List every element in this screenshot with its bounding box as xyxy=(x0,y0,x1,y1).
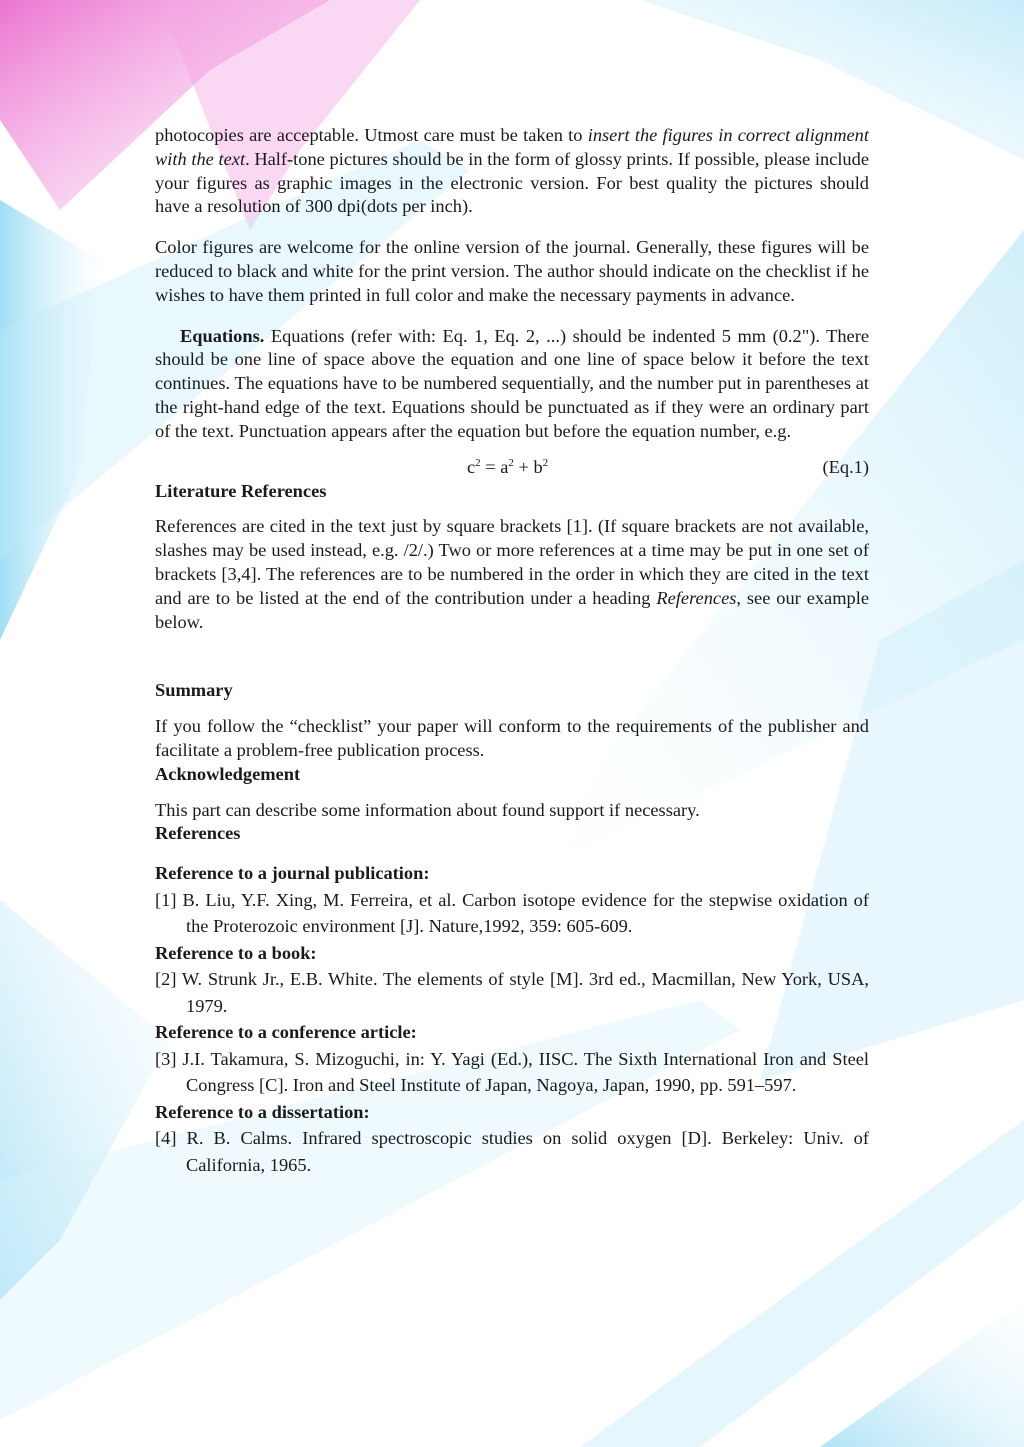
equation-number: (Eq.1) xyxy=(822,456,869,477)
acknowledgement-paragraph: This part can describe some information about found support if necessary. xyxy=(155,799,700,820)
equation: $c^2 = a^2 + b^2$ xyxy=(467,456,549,477)
literature-heading: Literature References xyxy=(155,480,327,501)
acknowledgement-heading: Acknowledgement xyxy=(155,763,301,784)
reference-item: [1] B. Liu, Y.F. Xing, M. Ferreira, et al. Carbon isotope evidence for the stepwise oxidation of the Proterozoic environment [J]. Nature,1992, 359: 605-609. xyxy=(155,889,869,937)
page-content xyxy=(155,124,869,1178)
equations-paragraph: Equations. Equations (refer with: Eq. 1, Eq. 2, ...) should be indented 5 mm (0.2"). There should be one line of space above the equation and one line of space below it before the text continues. The equations have to be numbered sequentially, and the number put in parentheses at the right-hand edge of the text. Equations should be punctuated as if they were an ordinary part of the text. Punctuation appears after the equation but before the equation number, e.g. xyxy=(155,325,869,441)
reference-type: Reference to a journal publication: xyxy=(155,863,430,884)
reference-item: [3] J.I. Takamura, S. Mizoguchi, in: Y. Yagi (Ed.), IISC. The Sixth International Iron and Steel Congress [C]. Iron and Steel Institute of Japan, Nagoya, Japan, 1990, pp. 591–597. xyxy=(155,1048,869,1096)
equations-label: Equations. xyxy=(180,325,265,346)
reference-type: Reference to a book: xyxy=(155,942,317,963)
literature-paragraph: References are cited in the text just by square brackets [1]. (If square brackets are not available, slashes may be used instead, e.g. /2/.) Two or more references at a time may be put in one set of brackets [3,4]. The references are to be numbered in the order in which they are cited in the text and are to be listed at the end of the contribution under a heading References, see our example below. xyxy=(155,516,869,632)
emphasis-text: insert the figures in correct alignment with the text xyxy=(155,125,869,169)
figures-paragraph: photocopies are acceptable. Utmost care must be taken to insert the figures in correct alignment with the text. Half-tone pictures should be in the form of glossy prints. If possible, please include your figures as graphic images in the electronic version. For best quality the pictures should have a resolution of 300 dpi(dots per inch). xyxy=(155,125,869,217)
reference-list xyxy=(155,860,869,1178)
reference-item: [2] W. Strunk Jr., E.B. White. The elements of style [M]. 3rd ed., Macmillan, New York, USA, 1979. xyxy=(155,969,869,1016)
reference-item: [4] R. B. Calms. Infrared spectroscopic studies on solid oxygen [D]. Berkeley: Univ. of California, 1965. xyxy=(155,1128,869,1175)
equation-row xyxy=(155,456,869,480)
summary-paragraph: If you follow the “checklist” your paper will conform to the requirements of the publisher and facilitate a problem-free publication process. xyxy=(155,716,869,760)
references-heading: References xyxy=(155,823,241,844)
reference-type: Reference to a dissertation: xyxy=(155,1101,370,1122)
summary-heading: Summary xyxy=(155,680,233,701)
color-figures-paragraph: Color figures are welcome for the online version of the journal. Generally, these figures will be reduced to black and white for the print version. The author should indicate on the checklist if he wishes to have them printed in full color and make the necessary payments in advance. xyxy=(155,237,869,305)
reference-type: Reference to a conference article: xyxy=(155,1022,417,1043)
